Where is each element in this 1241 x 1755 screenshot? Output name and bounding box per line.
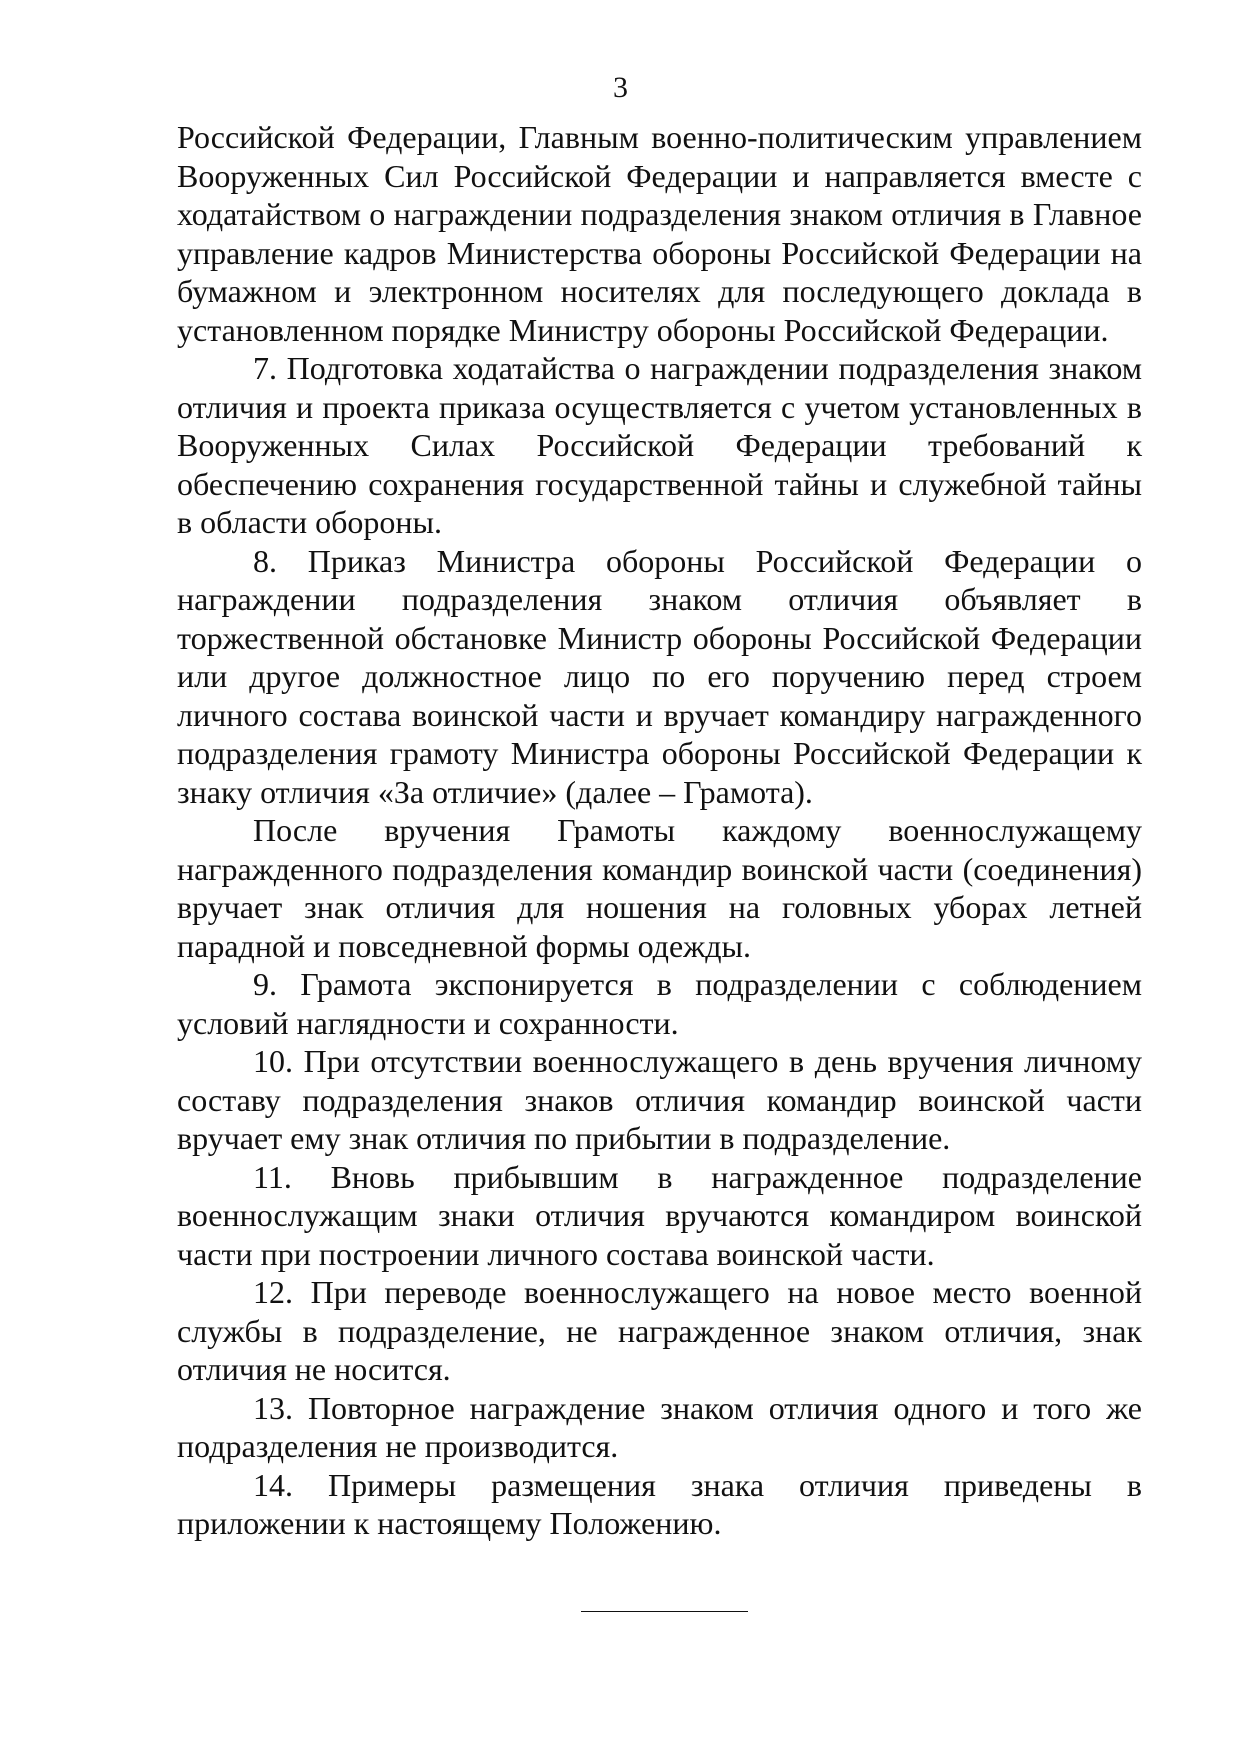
paragraph-item-8: 8. Приказ Министра обороны Российской Федерации о награждении подразделения знаком отличия объявляет в торжественной обстановке Министр обороны Российской Федерации или другое должностное лицо по его поручению перед строем личного состава воинской части и вручает командиру награжденного подразделения грамоту Министра обороны Российской Федерации к знаку отличия «За отличие» (далее – Грамота). <box>177 542 1142 810</box>
paragraph-item-9: 9. Грамота экспонируется в подразделении с соблюдением условий наглядности и сохранности. <box>177 966 1142 1041</box>
document-body <box>177 118 1142 1543</box>
end-of-document-rule <box>581 1611 748 1612</box>
paragraph-item-14: 14. Примеры размещения знака отличия приведены в приложении к настоящему Положению. <box>177 1466 1142 1541</box>
page-number: 3 <box>613 71 628 104</box>
paragraph-item-7: 7. Подготовка ходатайства о награждении подразделения знаком отличия и проекта приказа осуществляется с учетом установленных в Вооруженных Силах Российской Федерации требований к обеспечению сохранения государственной тайны и служебной тайны в области обороны. <box>177 350 1142 540</box>
paragraph-item-8-continued: После вручения Грамоты каждому военнослужащему награжденного подразделения командир воинской части (соединения) вручает знак отличия для ношения на головных уборах летней парадной и повседневной формы одежды. <box>177 812 1142 964</box>
paragraph-item-11: 11. Вновь прибывшим в награжденное подразделение военнослужащим знаки отличия вручаются командиром воинской части при построении личного состава воинской части. <box>177 1158 1142 1272</box>
paragraph-continuation: Российской Федерации, Главным военно-политическим управлением Вооруженных Сил Российской Федерации и направляется вместе с ходатайством о награждении подразделения знаком отличия в Главное управление кадров Министерства обороны Российской Федерации на бумажном и электронном носителях для последующего доклада в установленном порядке Министру обороны Российской Федерации. <box>177 119 1142 348</box>
paragraph-item-13: 13. Повторное награждение знаком отличия одного и того же подразделения не производится. <box>177 1389 1142 1464</box>
paragraph-item-12: 12. При переводе военнослужащего на новое место военной службы в подразделение, не награжденное знаком отличия, знак отличия не носится. <box>177 1274 1142 1387</box>
paragraph-item-10: 10. При отсутствии военнослужащего в день вручения личному составу подразделения знаков отличия командир воинской части вручает ему знак отличия по прибытии в подразделение. <box>177 1043 1142 1156</box>
